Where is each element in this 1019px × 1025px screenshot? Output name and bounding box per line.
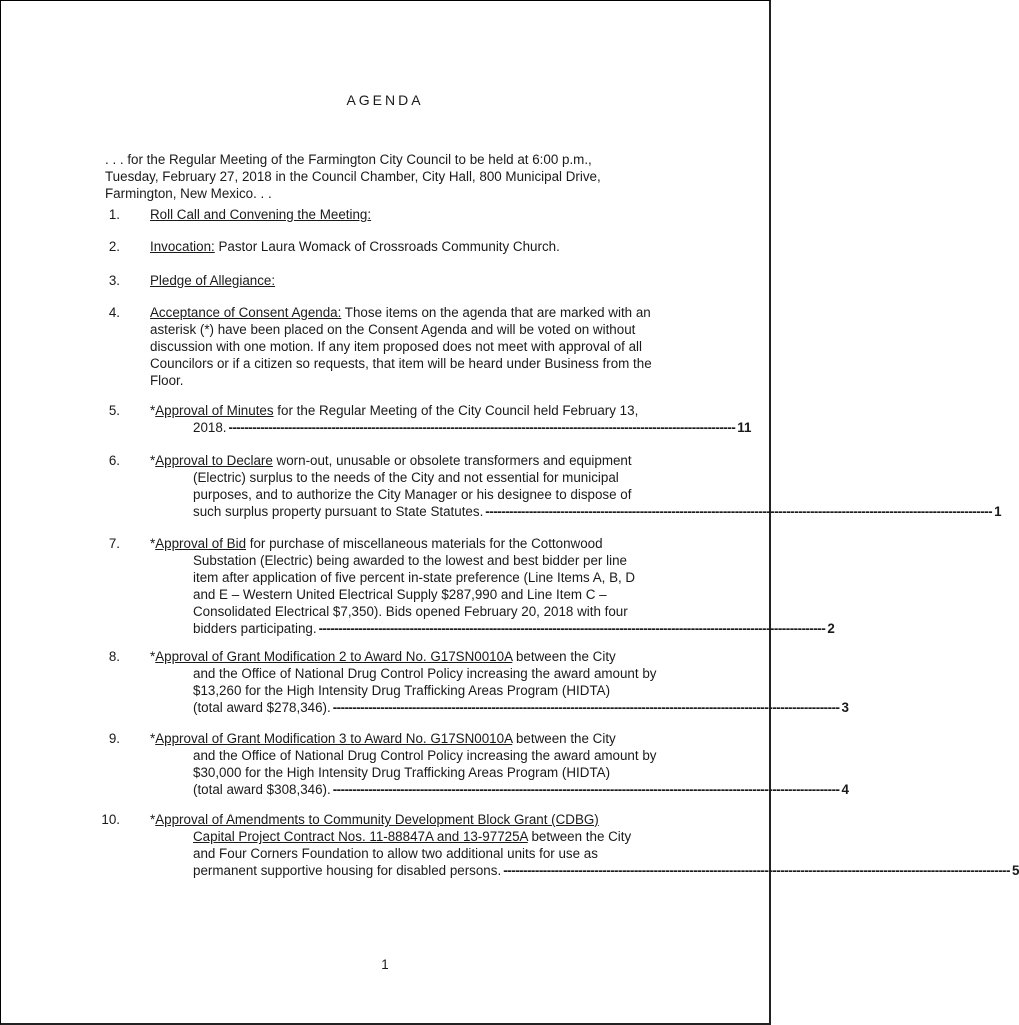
item-heading: Approval of Amendments to Community Development Block Grant (CDBG)	[155, 812, 599, 827]
agenda-title: AGENDA	[346, 92, 424, 108]
item-text: for purchase of miscellaneous materials for the Cottonwood	[246, 536, 603, 551]
item-number: 1.	[108, 207, 120, 222]
item-heading-continued: Capital Project Contract Nos. 11-88847A and 13-97725A	[193, 829, 528, 844]
item-text: Pastor Laura Womack of Crossroads Community Church.	[214, 239, 560, 254]
item-text: Those items on the agenda that are marked with an asterisk (*) have been placed on the Consent Agenda and will be voted on without discussion with one motion. If any item proposed does not meet with approval of all Councilors or if a citizen so requests, that item will be heard under Business from the Floor.	[150, 305, 652, 388]
item-text-rest: Substation (Electric) being awarded to the lowest and best bidder per line item after application of five percent in-state preference (Line Items A, B, D and E – Western United Electrical Supply $287,990 and Line Item C – Consolidated Electrical $7,350). Bids opened February 20, 2018 with four	[193, 553, 636, 619]
item-number: 10.	[101, 812, 120, 827]
page-reference: 2	[827, 621, 835, 636]
item-text-rest: and the Office of National Drug Control Policy increasing the award amount by $30,000 for the High Intensity Drug Trafficking Areas Program (HIDTA)	[193, 748, 657, 780]
dot-leader: --------------------------------------------------------------------------------------------------------------------------------	[228, 420, 736, 435]
dot-leader: --------------------------------------------------------------------------------------------------------------------------------	[503, 863, 1010, 878]
item-text-last: (total award $278,346).	[193, 700, 331, 715]
item-number: 8.	[108, 649, 120, 664]
page-reference: 4	[841, 782, 849, 797]
item-text-rest: and Four Corners Foundation to allow two additional units for use as	[193, 846, 598, 861]
item-heading: Acceptance of Consent Agenda:	[150, 305, 342, 320]
item-text-last: permanent supportive housing for disabled persons.	[193, 863, 502, 878]
item-number: 2.	[108, 239, 120, 254]
consent-asterisk: *	[150, 812, 156, 827]
item-number: 7.	[108, 536, 120, 551]
item-number: 4.	[108, 305, 120, 320]
item-number: 9.	[108, 731, 120, 746]
dot-leader: --------------------------------------------------------------------------------------------------------------------------------	[332, 782, 840, 797]
item-heading: Approval of Grant Modification 2 to Award No. G17SN0010A	[155, 649, 513, 664]
dot-leader: --------------------------------------------------------------------------------------------------------------------------------	[332, 700, 840, 715]
item-number: 3.	[108, 273, 120, 288]
page-reference: 11	[737, 420, 752, 435]
item-heading: Approval of Bid	[155, 536, 247, 551]
meeting-intro: . . . for the Regular Meeting of the Farmington City Council to be held at 6:00 p.m., Tuesday, February 27, 2018 in the Council Chamber, City Hall, 800 Municipal Drive, Farmington, New Mexico. . .	[105, 152, 601, 201]
item-heading: Pledge of Allegiance:	[150, 273, 276, 288]
item-number: 5.	[108, 403, 120, 418]
page-number: 1	[381, 957, 389, 972]
consent-asterisk: *	[150, 403, 156, 418]
item-text-last: such surplus property pursuant to State Statutes.	[193, 504, 484, 519]
dot-leader: --------------------------------------------------------------------------------------------------------------------------------	[318, 621, 826, 636]
item-heading: Approval of Grant Modification 3 to Award No. G17SN0010A	[155, 731, 513, 746]
item-text: between the City	[527, 829, 632, 844]
consent-asterisk: *	[150, 649, 156, 664]
item-heading: Approval to Declare	[155, 453, 273, 468]
item-text-last: 2018.	[193, 420, 227, 435]
item-text: between the City	[512, 649, 616, 664]
item-text-last: bidders participating.	[193, 621, 317, 636]
item-text-rest: and the Office of National Drug Control Policy increasing the award amount by $13,260 for the High Intensity Drug Trafficking Areas Program (HIDTA)	[193, 666, 657, 698]
item-number: 6.	[108, 453, 120, 468]
item-text: for the Regular Meeting of the City Council held February 13,	[273, 403, 639, 418]
item-text-last: (total award $308,346).	[193, 782, 331, 797]
consent-asterisk: *	[150, 453, 156, 468]
item-text-rest: (Electric) surplus to the needs of the City and not essential for municipal purposes, and to authorize the City Manager or his designee to dispose of	[193, 470, 632, 502]
consent-asterisk: *	[150, 731, 156, 746]
item-text: between the City	[512, 731, 616, 746]
dot-leader: --------------------------------------------------------------------------------------------------------------------------------	[485, 504, 993, 519]
page-reference: 3	[841, 700, 849, 715]
item-heading: Approval of Minutes	[155, 403, 274, 418]
page-reference: 5	[1011, 863, 1019, 878]
page-reference: 1	[994, 504, 1002, 519]
consent-asterisk: *	[150, 536, 156, 551]
item-text: worn-out, unusable or obsolete transformers and equipment	[272, 453, 632, 468]
item-heading: Invocation:	[150, 239, 215, 254]
item-heading: Roll Call and Convening the Meeting:	[150, 207, 372, 222]
